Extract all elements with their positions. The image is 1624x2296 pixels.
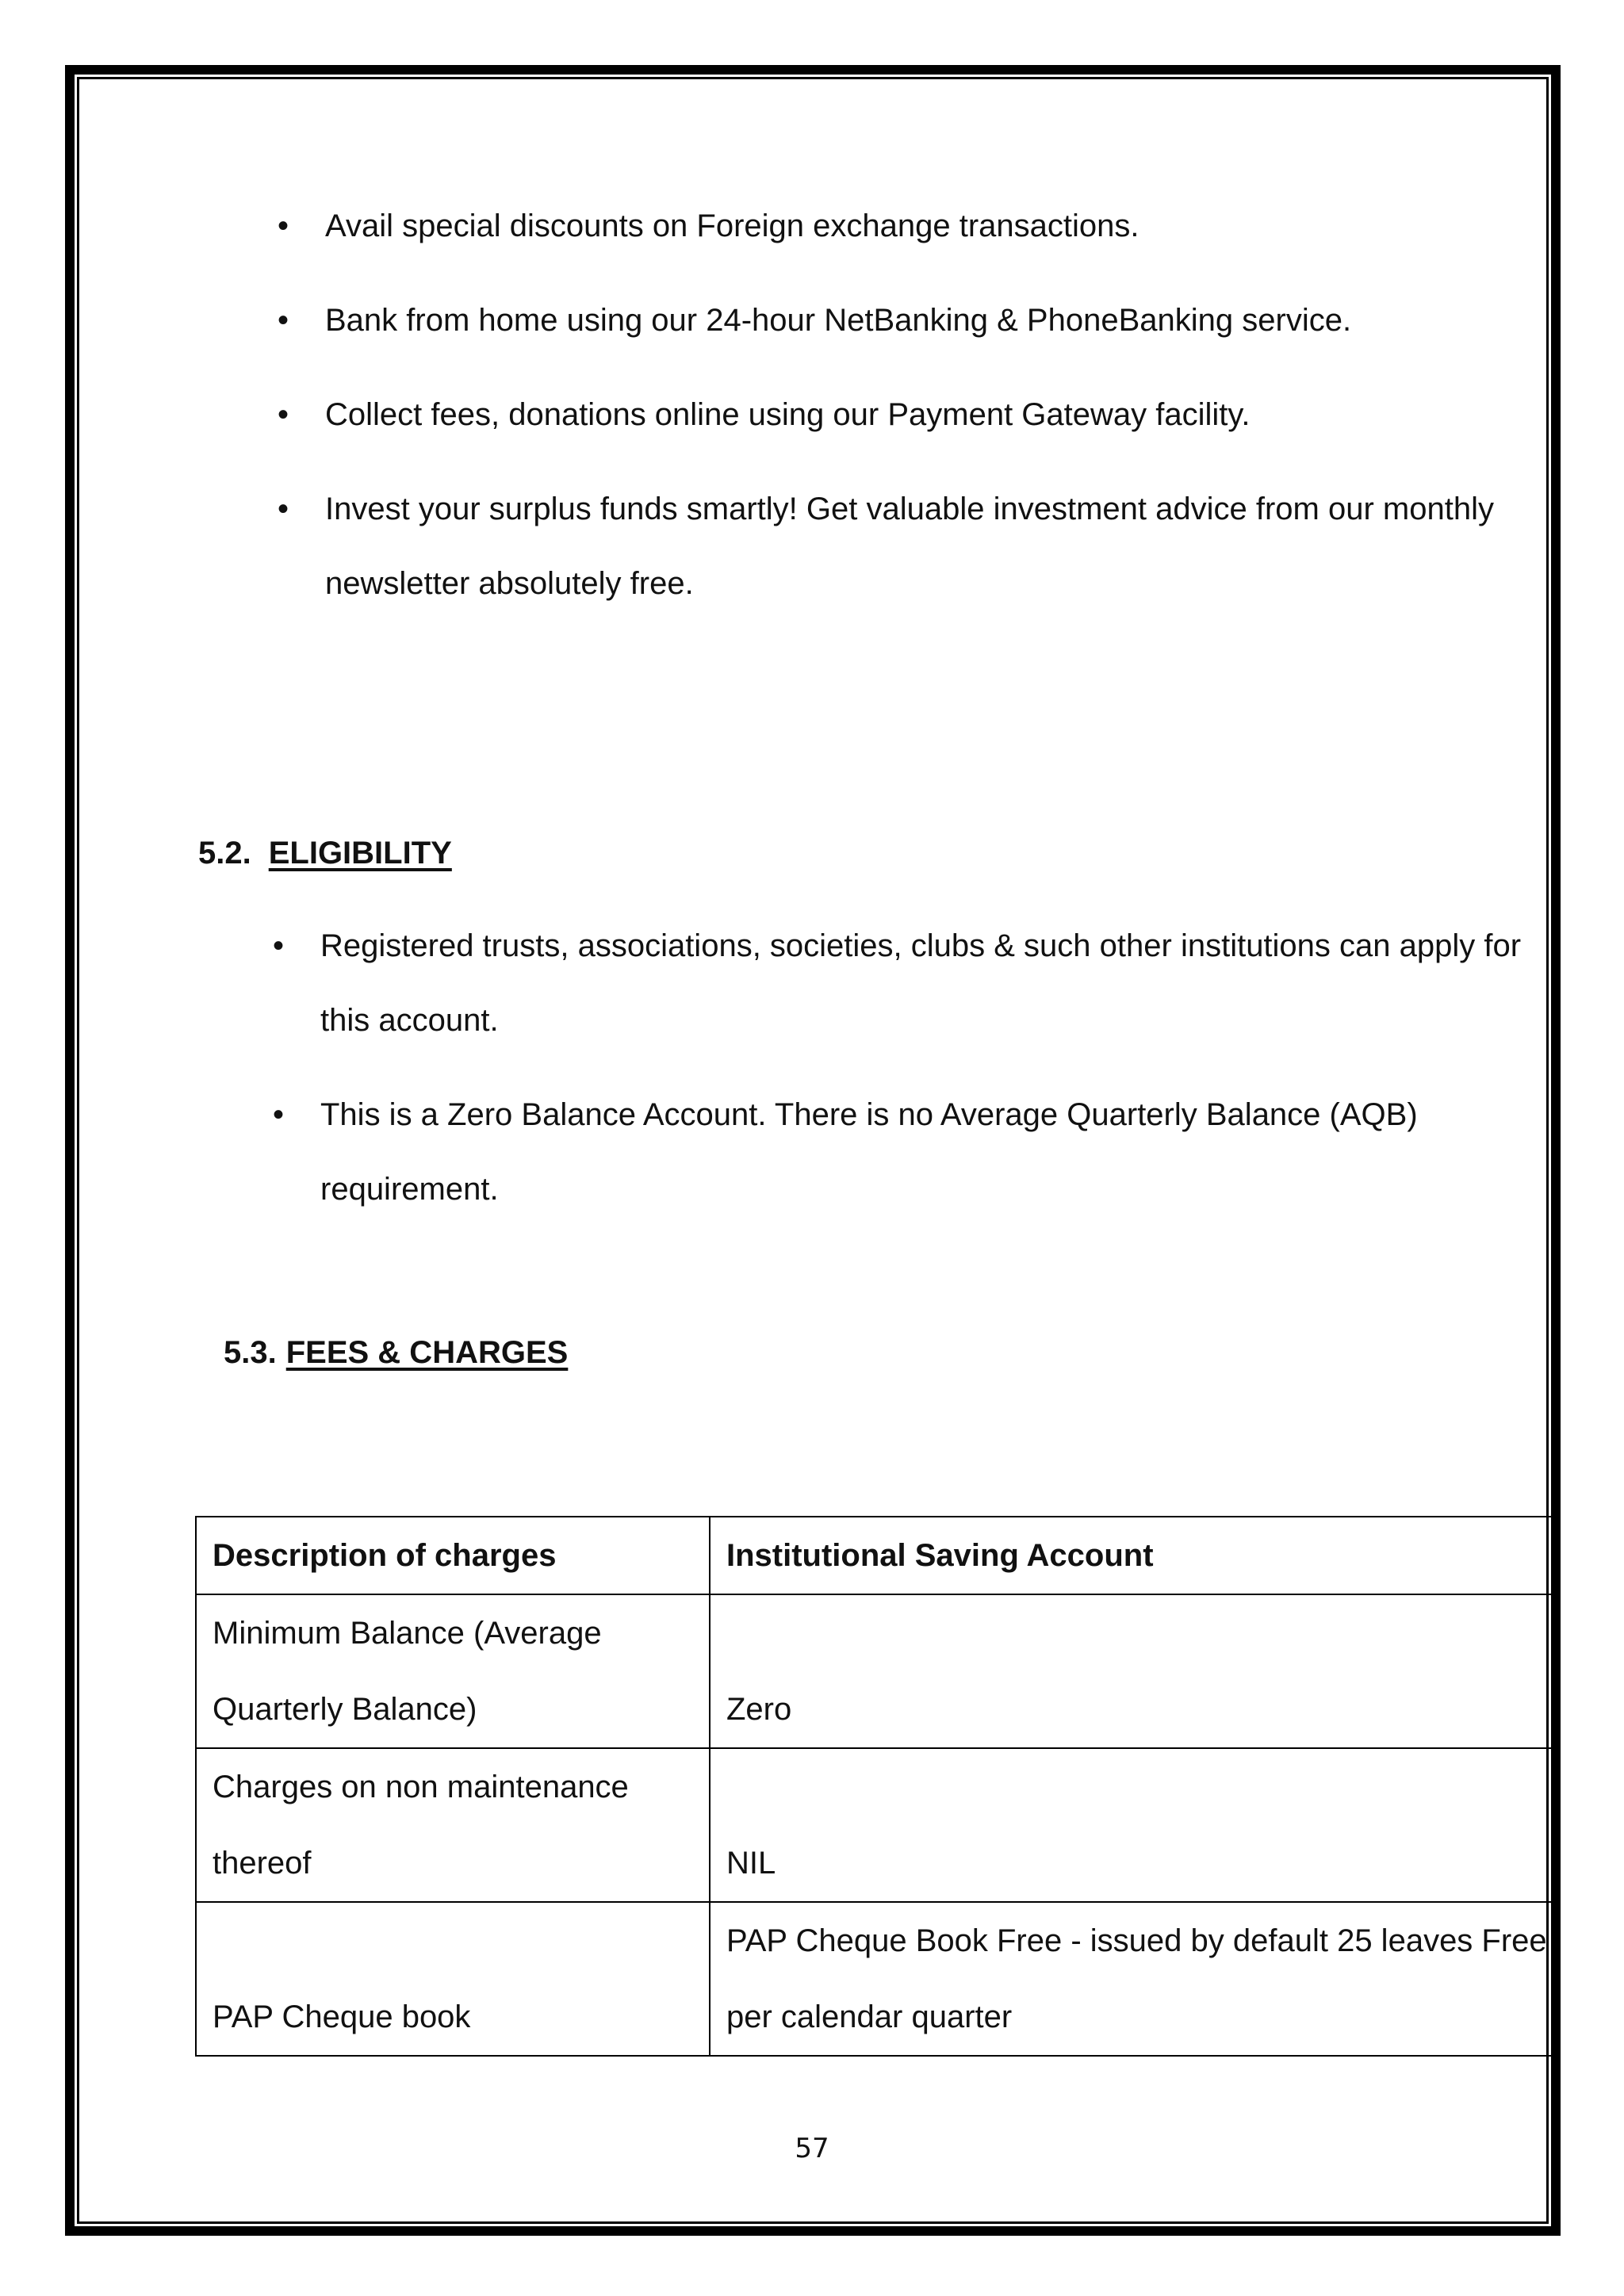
table-header-row: [196, 1517, 1551, 1594]
list-item: [278, 189, 1554, 263]
section-title: ELIGIBILITY: [268, 836, 452, 871]
bullet-text: Invest your surplus funds smartly! Get valuable investment advice from our monthly newsletter absolutely free.: [325, 492, 1494, 601]
bullet-icon: •: [273, 1097, 285, 1132]
table-cell: Minimum Balance (Average Quarterly Balance): [196, 1594, 710, 1748]
table-row: [196, 1902, 1551, 2056]
section-title: FEES & CHARGES: [285, 1335, 569, 1370]
page-number: 57: [795, 2133, 829, 2164]
header-description: Description of charges: [196, 1517, 710, 1594]
bullet-text: Collect fees, donations online using our Payment Gateway facility.: [325, 397, 1251, 432]
header-account: Institutional Saving Account: [710, 1517, 1551, 1594]
table-row: [196, 1594, 1551, 1748]
bullet-text: Bank from home using our 24-hour NetBanking & PhoneBanking service.: [325, 303, 1352, 338]
bullet-icon: •: [273, 928, 285, 963]
table-cell: PAP Cheque Book Free - issued by default 25 leaves Free per calendar quarter: [710, 1902, 1551, 2056]
bullet-icon: •: [278, 492, 289, 526]
table-cell: Zero: [710, 1594, 1551, 1748]
benefits-list: [278, 189, 1554, 641]
list-item: [278, 283, 1554, 358]
section-number: 5.2.: [198, 836, 251, 871]
bullet-icon: •: [278, 397, 289, 432]
bullet-icon: •: [278, 303, 289, 338]
list-item: [273, 909, 1526, 1058]
eligibility-heading: [198, 829, 452, 877]
list-item: [273, 1077, 1526, 1226]
table-cell: NIL: [710, 1748, 1551, 1902]
section-number: 5.3.: [224, 1335, 277, 1370]
bullet-text: This is a Zero Balance Account. There is no Average Quarterly Balance (AQB) requirement.: [320, 1097, 1418, 1207]
table-row: [196, 1748, 1551, 1902]
list-item: [278, 377, 1554, 452]
bullet-text: Avail special discounts on Foreign exchange transactions.: [325, 209, 1139, 243]
table-cell: PAP Cheque book: [196, 1902, 710, 2056]
table-cell: Charges on non maintenance thereof: [196, 1748, 710, 1902]
list-item: [278, 472, 1554, 621]
eligibility-list: [273, 909, 1526, 1246]
bullet-icon: •: [278, 209, 289, 243]
fees-table: [195, 1516, 1551, 2057]
bullet-text: Registered trusts, associations, societies, clubs & such other institutions can apply for this account.: [320, 928, 1522, 1038]
fees-heading: [224, 1329, 568, 1376]
